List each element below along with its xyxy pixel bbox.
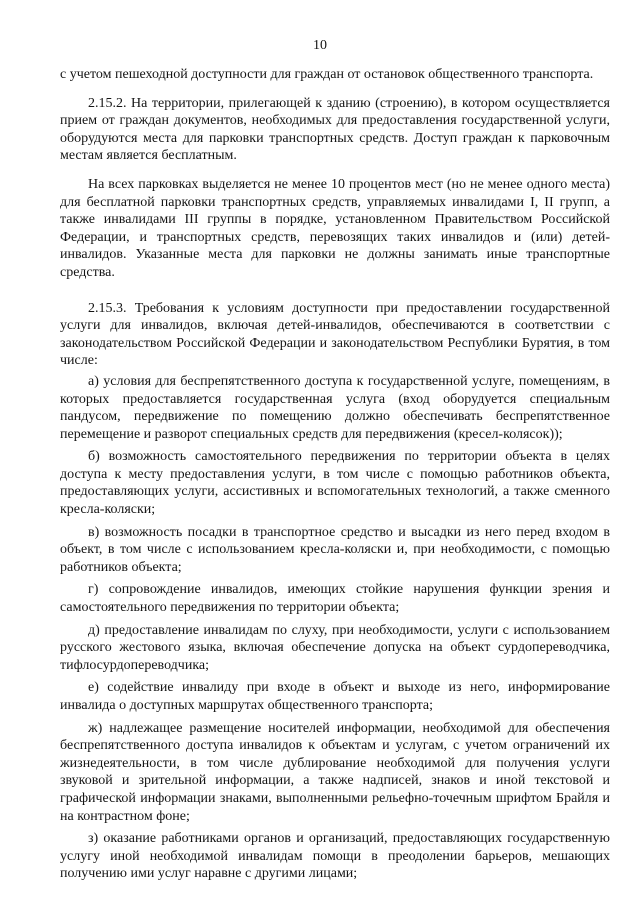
list-item-b: б) возможность самостоятельного передвижения по территории объекта в целях доступа к месту предоставления услуги, в том числе с помощью работников объекта, предоставляющих услуги, ассистивных и вспомогательных технологий, а также сменного кресла-коляски;: [60, 449, 610, 518]
document-body: [60, 66, 610, 883]
list-item-a: а) условия для беспрепятственного доступа к государственной услуге, помещениям, в которых предоставляется государственная услуга (вход оборудуется специальным пандусом, передвижение по помещению должно обеспечивать беспрепятственное перемещение и разворот специальных средств для передвижения (кресел-колясок));: [60, 373, 610, 442]
list-item-v: в) возможность посадки в транспортное средство и высадки из него перед входом в объект, в том числе с использованием кресла-коляски и, при необходимости, с помощью работников объекта;: [60, 524, 610, 575]
list-item-g: г) сопровождение инвалидов, имеющих стойкие нарушения функции зрения и самостоятельного передвижения по территории объекта;: [60, 582, 610, 616]
page-number: 10: [313, 38, 327, 53]
list-item-e: е) содействие инвалиду при входе в объект и выходе из него, информирование инвалида о доступных маршрутах общественного транспорта;: [60, 680, 610, 713]
paragraph-disabled-parking-places: На всех парковках выделяется не менее 10 процентов мест (но не менее одного места) для бесплатной парковки транспортных средств, управляемых инвалидами I, II групп, а также инвалидами III группы в порядке, установленном Правительством Российской Федерации, и транспортных средств, перевозящих таких инвалидов и (или) детей-инвалидов. Указанные места для парковки не должны занимать иные транспортные средства.: [60, 176, 610, 280]
paragraph-2-15-2-parking: 2.15.2. На территории, прилегающей к зданию (строению), в котором осуществляется прием от граждан документов, необходимых для предоставления государственной услуги, оборудуются места для парковки транспортных средств. Доступ граждан к парковочным местам является бесплатным.: [60, 95, 610, 164]
list-item-z: з) оказание работниками органов и организаций, предоставляющих государственную услугу иной необходимой инвалидам помощи в преодолении барьеров, мешающих получению ими услуг наравне с другими лицами;: [60, 831, 610, 882]
list-item-d: д) предоставление инвалидам по слуху, при необходимости, услуги с использованием русского жестового языка, включая обеспечение допуска на объект сурдопереводчика, тифлосурдопереводчика;: [60, 622, 610, 673]
paragraph-2-15-3-requirements: 2.15.3. Требования к условиям доступности при предоставлении государственной услуги для инвалидов, включая детей-инвалидов, обеспечиваются в соответствии с законодательством Российской Федерации и законодательством Республики Бурятия, в том числе:: [60, 300, 610, 369]
paragraph-transport-accessibility: с учетом пешеходной доступности для граждан от остановок общественного транспорта.: [60, 67, 594, 82]
list-item-zh: ж) надлежащее размещение носителей информации, необходимой для обеспечения беспрепятственного доступа инвалидов к объектам и услугам, с учетом ограничений их жизнедеятельности, в том числе дублирование необходимой для получения услуги звуковой и зрительной информации, а также надписей, знаков и иной текстовой и графической информации знаками, выполненными рельефно-точечным шрифтом Брайля и на контрастном фоне;: [60, 720, 610, 824]
